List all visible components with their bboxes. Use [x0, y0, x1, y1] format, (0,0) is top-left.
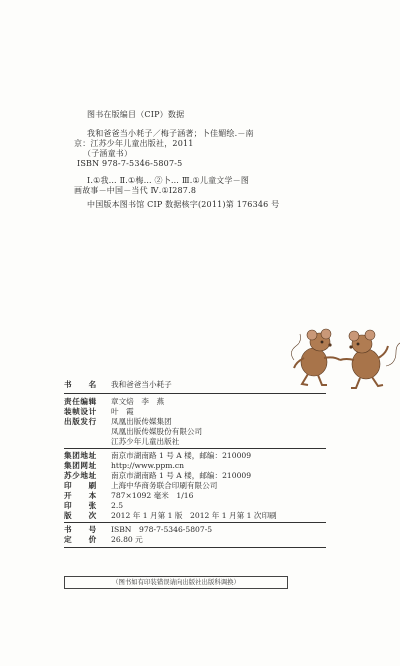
imprint-value: 2012 年 1 月第 1 版 2012 年 1 月第 1 次印刷 [111, 511, 277, 520]
divider [64, 393, 326, 394]
imprint-label: 开 本 [64, 491, 97, 500]
imprint-value: 南京市湖南路 1 号 A 楼，邮编：210009 [111, 451, 252, 460]
imprint-label: 版 次 [64, 511, 97, 520]
cip-line: （子涵童书） [83, 149, 133, 158]
imprint-label: 印 刷 [64, 481, 97, 490]
imprint-label: 苏少地址 [64, 471, 97, 480]
imprint-value: 上海中华商务联合印刷有限公司 [111, 481, 218, 490]
divider [64, 522, 326, 523]
imprint-value: 叶 霞 [111, 407, 134, 416]
imprint-label: 定 价 [64, 535, 97, 544]
imprint-value: 我和爸爸当小耗子 [111, 380, 172, 389]
mouse-left [291, 329, 340, 385]
imprint-label: 出版发行 [64, 417, 97, 426]
imprint-label: 责任编辑 [64, 397, 97, 406]
imprint-label: 装帧设计 [64, 407, 97, 416]
imprint-label: 印 张 [64, 501, 97, 510]
cip-line: 中国版本图书馆 CIP 数据核字(2011)第 176346 号 [87, 200, 280, 209]
imprint-value: 787×1092 毫米 1/16 [111, 491, 194, 500]
imprint-label: 书 名 [64, 380, 97, 389]
cip-line: 我和爸爸当小耗子／梅子涵著；卜佳媚绘.－南 [87, 129, 254, 138]
imprint-label: 书 号 [64, 525, 97, 534]
imprint-label: 集团网址 [64, 461, 97, 470]
imprint-value: 2.5 [111, 501, 124, 510]
imprint-value: ISBN 978-7-5346-5807-5 [111, 525, 213, 534]
divider [64, 547, 326, 548]
imprint-label: 集团地址 [64, 451, 97, 460]
mouse-right [340, 330, 400, 388]
printing-error-notice: （图书如有印装错误请向出版社出版科调换） [64, 576, 288, 589]
imprint-value: 凤凰出版传媒集团 [111, 417, 172, 426]
imprint-value: 章文焙 李 燕 [111, 397, 165, 406]
cip-line: 京：江苏少年儿童出版社，2011 [74, 139, 194, 148]
two-mice-illustration [290, 318, 400, 394]
cip-line: 画故事－中国－当代 Ⅳ.①I287.8 [74, 186, 197, 195]
cip-line: Ⅰ.①我… Ⅱ.①梅… ②卜… Ⅲ.①儿童文学－图 [87, 176, 250, 185]
imprint-value: 南京市湖南路 1 号 A 楼，邮编：210009 [111, 471, 252, 480]
divider [64, 448, 326, 449]
cip-line: ISBN 978-7-5346-5807-5 [77, 159, 183, 168]
imprint-value: 凤凰出版传媒股份有限公司 [111, 427, 203, 436]
imprint-value: 江苏少年儿童出版社 [111, 437, 180, 446]
imprint-value: 26.80 元 [111, 535, 143, 544]
cip-heading: 图书在版编目（CIP）数据 [87, 110, 185, 119]
imprint-value: http://www.ppm.cn [111, 461, 185, 470]
